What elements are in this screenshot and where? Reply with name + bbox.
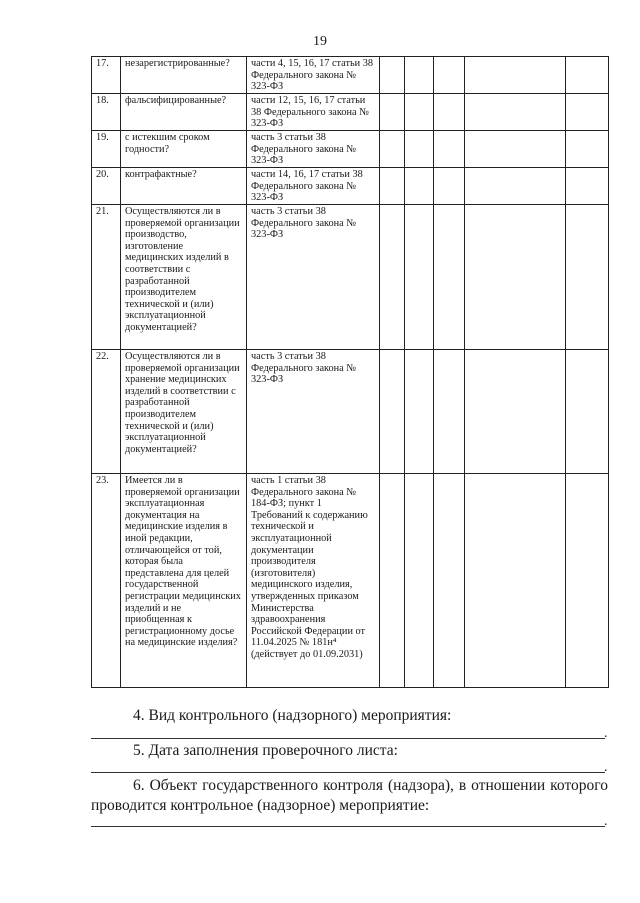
- line-end-dot: .: [604, 760, 608, 775]
- row-legal-reference: часть 3 статьи 38 Федерального закона № 323-ФЗ: [247, 205, 380, 350]
- answer-yes-cell[interactable]: [380, 94, 405, 131]
- line-end-dot: .: [604, 814, 608, 829]
- answer-no-cell[interactable]: [405, 205, 434, 350]
- answer-extra-cell[interactable]: [566, 131, 609, 168]
- line-end-dot: .: [604, 726, 608, 741]
- field-fill-date-line[interactable]: [91, 772, 605, 773]
- table-row: [92, 350, 609, 474]
- answer-notes-cell[interactable]: [465, 168, 566, 205]
- answer-no-cell[interactable]: [405, 131, 434, 168]
- answer-extra-cell[interactable]: [566, 94, 609, 131]
- answer-extra-cell[interactable]: [566, 205, 609, 350]
- answer-na-cell[interactable]: [434, 57, 465, 94]
- table-row: [92, 474, 609, 688]
- table-row: [92, 94, 609, 131]
- answer-na-cell[interactable]: [434, 350, 465, 474]
- answer-notes-cell[interactable]: [465, 350, 566, 474]
- row-number: 23.: [92, 474, 121, 688]
- table-row: [92, 131, 609, 168]
- answer-no-cell[interactable]: [405, 57, 434, 94]
- answer-no-cell[interactable]: [405, 168, 434, 205]
- row-question: Осуществляются ли в проверяемой организации хранение медицинских изделий в соответствии с разработанной производителем технической и (или) эксплуатационной документацией?: [121, 350, 247, 474]
- row-legal-reference: часть 3 статьи 38 Федерального закона № 323-ФЗ: [247, 350, 380, 474]
- answer-notes-cell[interactable]: [465, 474, 566, 688]
- row-number: 20.: [92, 168, 121, 205]
- row-question: контрафактные?: [121, 168, 247, 205]
- row-legal-reference: часть 1 статьи 38 Федерального закона № 184-ФЗ; пункт 1 Требований к содержанию технической и эксплуатационной документации производителя (изготовителя) медицинского изделия, утвержденных приказом Министерства здравоохранения Российской Федерации от 11.04.2025 № 181н⁴ (действует до 01.09.2031): [247, 474, 380, 688]
- field-control-event-type-line[interactable]: [91, 738, 605, 739]
- row-legal-reference: части 4, 15, 16, 17 статьи 38 Федерального закона № 323-ФЗ: [247, 57, 380, 94]
- checklist-table: [91, 56, 609, 688]
- row-number: 22.: [92, 350, 121, 474]
- answer-no-cell[interactable]: [405, 94, 434, 131]
- answer-extra-cell[interactable]: [566, 168, 609, 205]
- row-number: 19.: [92, 131, 121, 168]
- page-number: 19: [313, 34, 327, 49]
- row-number: 17.: [92, 57, 121, 94]
- answer-extra-cell[interactable]: [566, 474, 609, 688]
- row-legal-reference: части 12, 15, 16, 17 статьи 38 Федерального закона № 323-ФЗ: [247, 94, 380, 131]
- row-question: с истекшим сроком годности?: [121, 131, 247, 168]
- answer-na-cell[interactable]: [434, 168, 465, 205]
- field-control-event-type-label: 4. Вид контрольного (надзорного) мероприятия:: [133, 707, 452, 724]
- answer-no-cell[interactable]: [405, 474, 434, 688]
- row-question: незарегистрированные?: [121, 57, 247, 94]
- table-row: [92, 168, 609, 205]
- answer-yes-cell[interactable]: [380, 57, 405, 94]
- row-legal-reference: часть 3 статьи 38 Федерального закона № 323-ФЗ: [247, 131, 380, 168]
- field-control-object-line[interactable]: [91, 826, 605, 827]
- answer-no-cell[interactable]: [405, 350, 434, 474]
- answer-na-cell[interactable]: [434, 131, 465, 168]
- answer-extra-cell[interactable]: [566, 350, 609, 474]
- field-fill-date-label: 5. Дата заполнения проверочного листа:: [133, 742, 398, 759]
- row-question: фальсифицированные?: [121, 94, 247, 131]
- answer-na-cell[interactable]: [434, 474, 465, 688]
- answer-yes-cell[interactable]: [380, 205, 405, 350]
- answer-yes-cell[interactable]: [380, 350, 405, 474]
- answer-yes-cell[interactable]: [380, 168, 405, 205]
- answer-yes-cell[interactable]: [380, 131, 405, 168]
- answer-na-cell[interactable]: [434, 205, 465, 350]
- table-row: [92, 57, 609, 94]
- row-number: 18.: [92, 94, 121, 131]
- row-legal-reference: части 14, 16, 17 статьи 38 Федерального закона № 323-ФЗ: [247, 168, 380, 205]
- table-row: [92, 205, 609, 350]
- answer-notes-cell[interactable]: [465, 57, 566, 94]
- answer-notes-cell[interactable]: [465, 205, 566, 350]
- answer-na-cell[interactable]: [434, 94, 465, 131]
- answer-yes-cell[interactable]: [380, 474, 405, 688]
- answer-extra-cell[interactable]: [566, 57, 609, 94]
- answer-notes-cell[interactable]: [465, 94, 566, 131]
- row-question: Имеется ли в проверяемой организации эксплуатационная документация на медицинские изделия в иной редакции, отличающейся от той, которая была представлена для целей государственной регистрации медицинских изделий и не приобщенная к регистрационному досье на медицинские изделия?: [121, 474, 247, 688]
- field-control-object-label: 6. Объект государственного контроля (надзора), в отношении которого проводится контрольное (надзорное) мероприятие:: [91, 777, 608, 814]
- answer-notes-cell[interactable]: [465, 131, 566, 168]
- row-number: 21.: [92, 205, 121, 350]
- row-question: Осуществляются ли в проверяемой организации производство, изготовление медицинских изделий в соответствии с разработанной производителем технической и (или) эксплуатационной документацией?: [121, 205, 247, 350]
